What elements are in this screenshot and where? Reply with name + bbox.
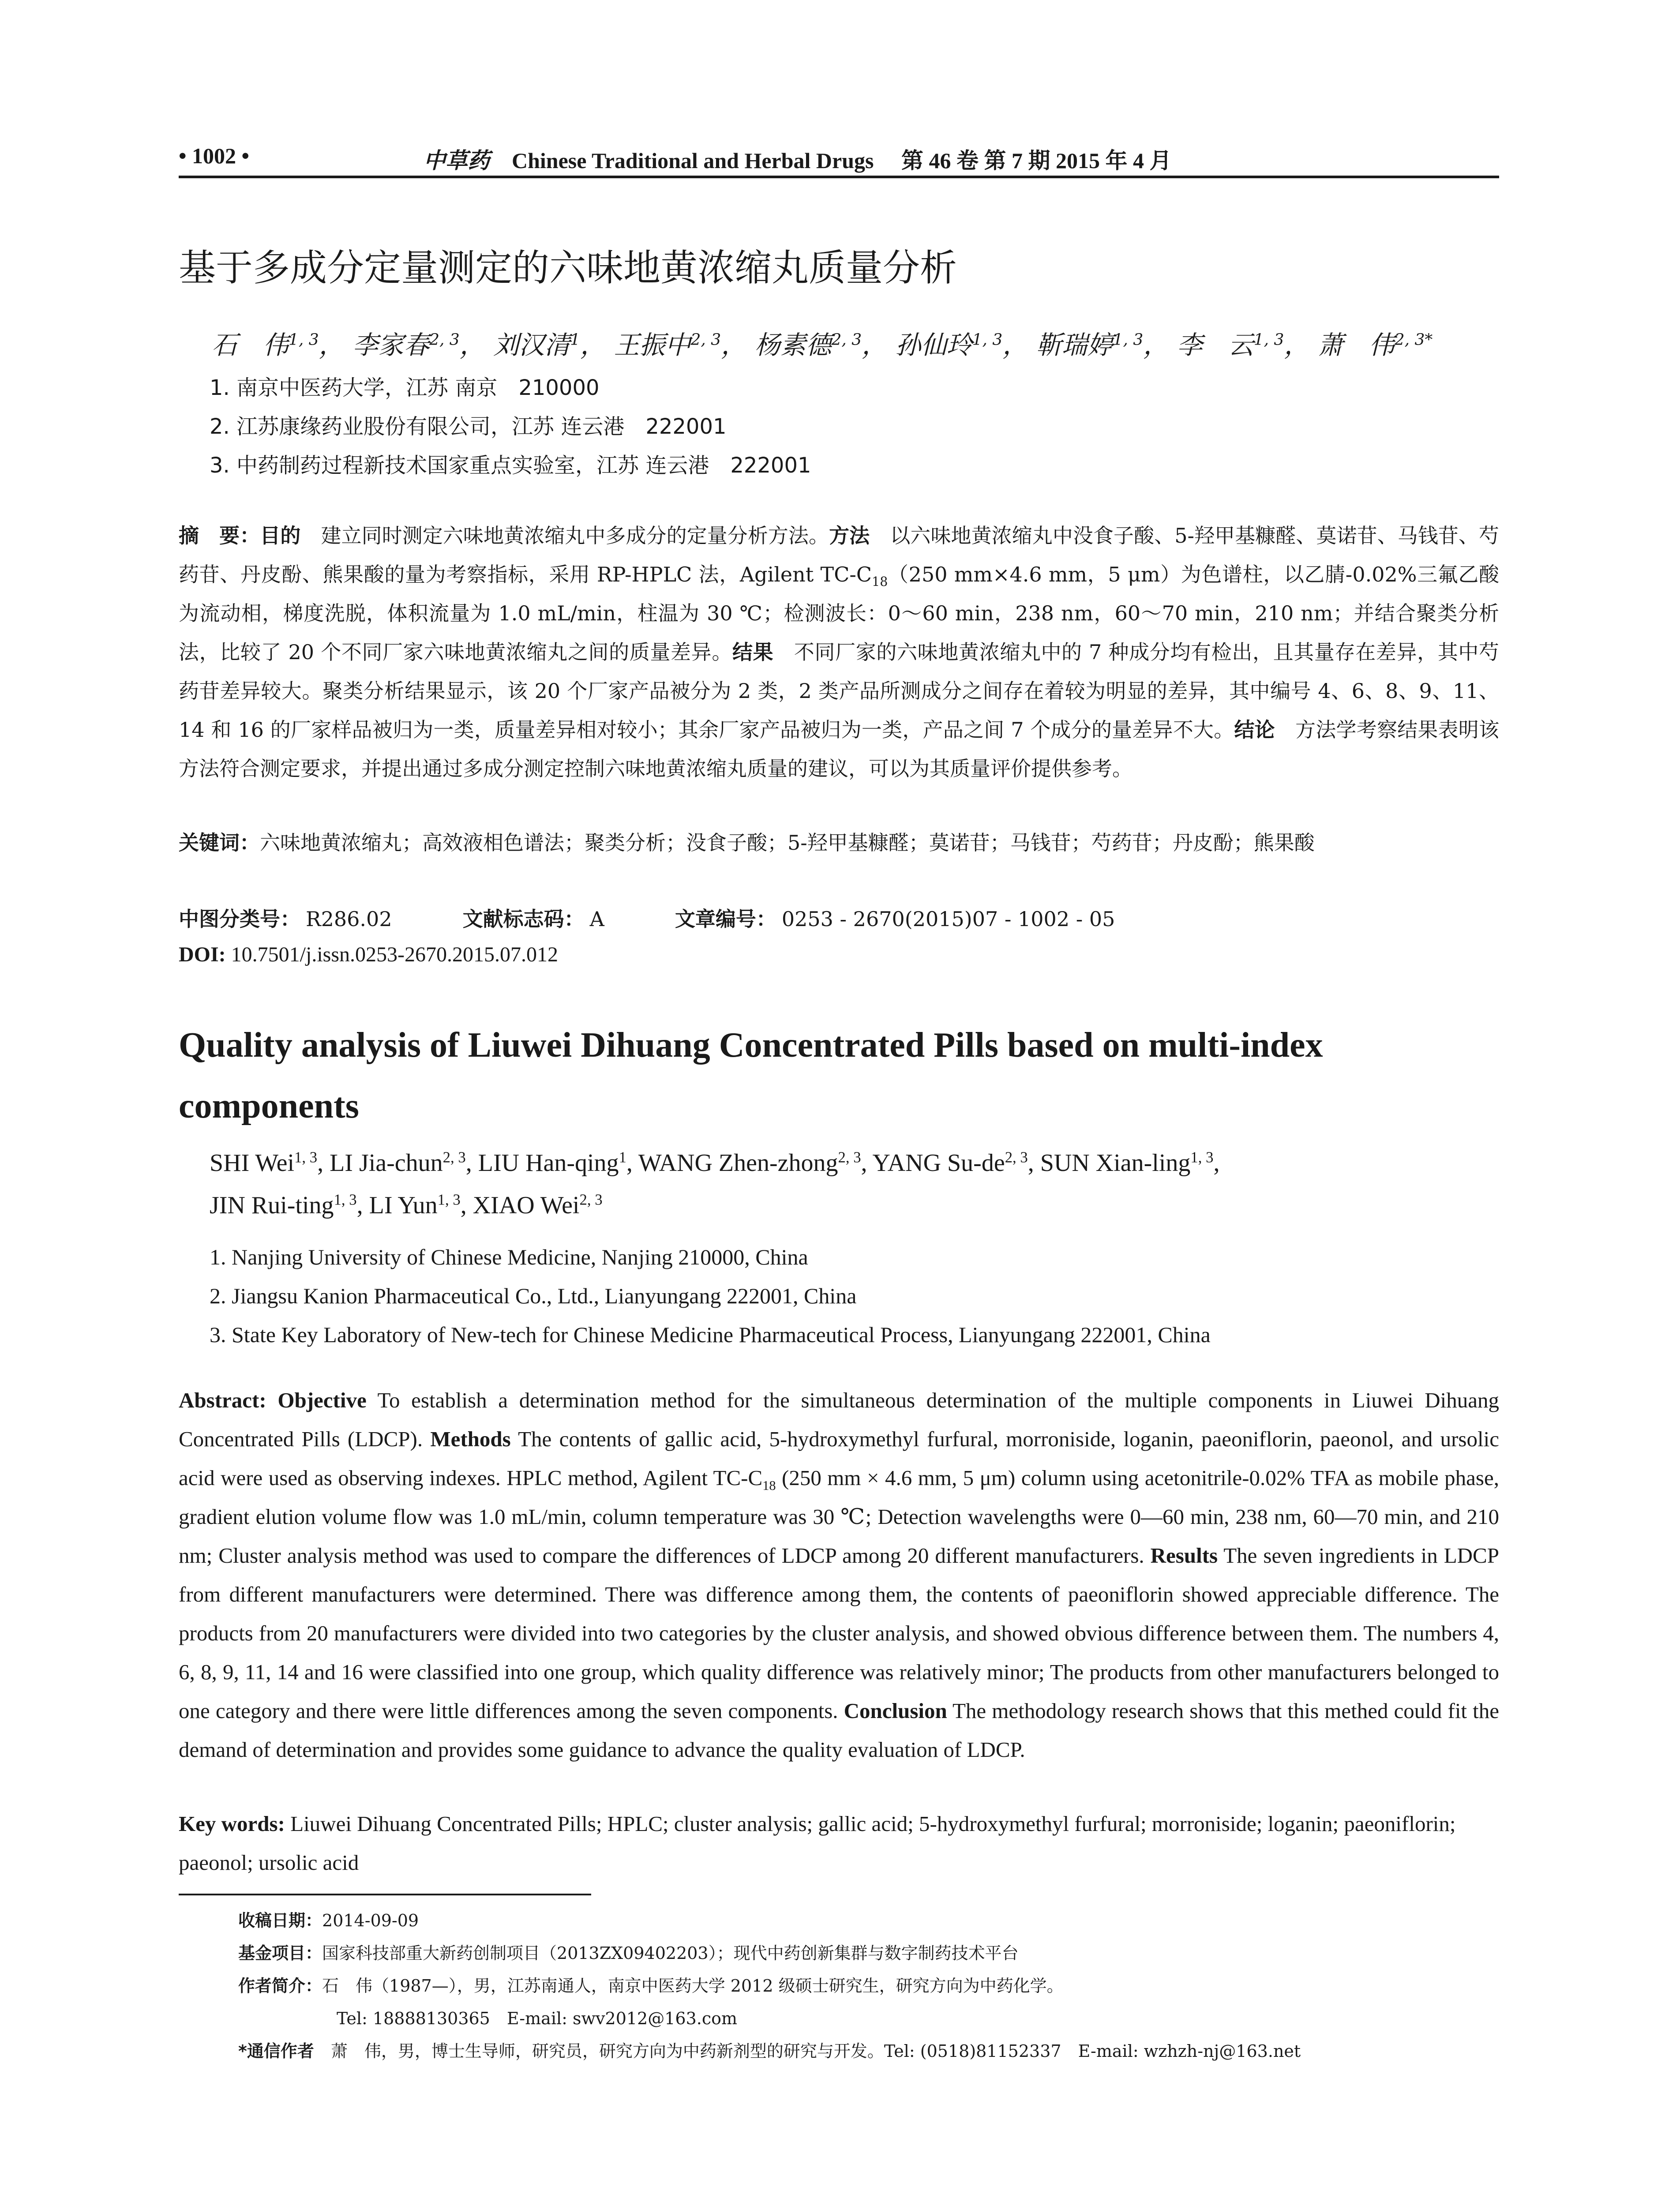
en-objective: To establish a determination method for the simultaneous determination of the multiple components in Liuwei Dihuang Concentrated Pills (LDCP). (179, 1388, 1500, 1451)
en-author: LI Yun$^{1, 3}$ (369, 1191, 461, 1219)
en-author: LI Jia-chun$^{2, 3}$ (330, 1148, 466, 1177)
cn-affiliation: 2. 江苏康缘药业股份有限公司，江苏 连云港 222001 (210, 414, 727, 439)
running-header (179, 140, 1499, 176)
footnote-fund: 基金项目：国家科技部重大新药创制项目（2013ZX09402203）；现代中药创新集群与数字制药技术平台 (238, 1943, 1019, 1963)
doi-value: 10.7501/j.issn.0253-2670.2015.07.012 (225, 943, 559, 966)
en-results: The seven ingredients in LDCP from different manufacturers were determined. There was difference among them, the contents of paeoniflorin showed appreciable difference. The products from 20 manufacturers were divided into two categories by the cluster analysis, and showed obvious difference between them. The numbers 4, 6, 8, 9, 11, 14 and 16 were classified into one group, which quality difference was relatively minor; The products from other manufacturers belonged to one category and there were little differences among the seven components. (179, 1543, 1499, 1723)
footnote-bio: 作者简介：石 伟（1987—），男，江苏南通人，南京中医药大学 2012 级硕士研究生，研究方向为中药化学。 (238, 1976, 1064, 1996)
en-keywords (179, 1805, 1499, 1882)
en-author: JIN Rui-ting$^{1, 3}$ (210, 1191, 357, 1219)
en-methods-cont: (250 mm × 4.6 mm, 5 μm) column using acetonitrile-0.02% TFA as mobile phase, gradient elution volume flow was 1.0 mL/min, column temperature was 30 ℃; Detection wavelengths were 0—60 min, 238 nm, 60—70 min, and 210 nm; Cluster analysis method was used to compare the differences of LDCP among 20 different manufacturers. (179, 1466, 1499, 1568)
classification-line (179, 903, 1115, 932)
journal-logo: 中草药 (424, 147, 490, 173)
en-author: YANG Su-de$^{2, 3}$ (872, 1148, 1028, 1177)
cn-objective-label: 目的 (260, 524, 301, 548)
page-number: • 1002 • (179, 143, 250, 168)
footnote-rule (179, 1894, 591, 1895)
en-methods-label: Methods (430, 1427, 511, 1451)
doc-code-label: 文献标志码： (462, 907, 585, 931)
cn-keywords-label: 关键词： (179, 831, 260, 855)
journal-issue: 第 46 卷 第 7 期 2015 年 4 月 (901, 148, 1172, 173)
cn-authors: 石 伟$^{1, 3}$， 李家春$^{2, 3}$， 刘汉清$^1$， 王振中$^{2, 3}$， 杨素德$^{2, 3}$， 孙仙玲$^{1, 3}$， 靳瑞婷$^{1, 3}$， 李 云$^{1, 3}$， 萧 伟$^{2, 3*}$ (212, 330, 1433, 360)
en-author: WANG Zhen-zhong$^{2, 3}$ (638, 1148, 861, 1177)
article-no-label: 文章编号： (675, 907, 776, 931)
cn-author: 杨素德$^{2, 3}$ (754, 330, 862, 360)
en-title: Quality analysis of Liuwei Dihuang Concentrated Pills based on multi-index components (179, 1026, 1323, 1126)
clc-value: R286.02 (306, 907, 392, 931)
cn-conclusion: 方法学考察结果表明该方法符合测定要求，并提出通过多成分测定控制六味地黄浓缩丸质量的建议，可以为其质量评价提供参考。 (179, 718, 1500, 780)
en-methods-subscript: 18 (762, 1478, 776, 1493)
cn-author: 李 云$^{1, 3}$ (1177, 330, 1284, 360)
en-keywords-text: Liuwei Dihuang Concentrated Pills; HPLC; cluster analysis; gallic acid; 5-hydroxymethyl furfural; morroniside; loganin; paeoniflorin; paeonol; ursolic acid (179, 1812, 1456, 1875)
en-objective-label: Objective (278, 1388, 367, 1412)
cn-abstract (179, 516, 1499, 788)
doi-label: DOI: (179, 943, 226, 966)
cn-keywords (179, 823, 1499, 862)
cn-methods-subscript: 18 (872, 574, 888, 589)
cn-author: 靳瑞婷$^{1, 3}$ (1036, 330, 1144, 360)
cn-objective: 建立同时测定六味地黄浓缩丸中多成分的定量分析方法。 (300, 524, 829, 548)
cn-abstract-label: 摘 要： (179, 524, 260, 548)
cn-author: 萧 伟$^{2, 3*}$ (1317, 330, 1433, 360)
cn-affiliation: 1. 南京中医药大学，江苏 南京 210000 (210, 375, 600, 400)
doc-code-value: A (589, 907, 604, 931)
en-affiliation: 1. Nanjing University of Chinese Medicine, Nanjing 210000, China (210, 1245, 808, 1269)
cn-author: 王振中$^{2, 3}$ (614, 330, 721, 360)
en-conclusion-label: Conclusion (844, 1699, 947, 1723)
en-keywords-label: Key words: (179, 1812, 285, 1836)
en-abstract-label: Abstract: (179, 1388, 266, 1412)
cn-conclusion-label: 结论 (1234, 718, 1275, 742)
en-affiliation: 2. Jiangsu Kanion Pharmaceutical Co., Ltd., Lianyungang 222001, China (210, 1283, 857, 1308)
cn-methods-label: 方法 (829, 524, 870, 548)
cn-title: 基于多成分定量测定的六味地黄浓缩丸质量分析 (179, 246, 957, 289)
cn-methods-cont: （250 mm×4.6 mm，5 μm）为色谱柱，以乙腈-0.02%三氟乙酸为流动相，梯度洗脱，体积流量为 1.0 mL/min，柱温为 30 ℃；检测波长：0～60 min，238 nm，60～70 min，210 nm；并结合聚类分析法，比较了 20 个不同厂家六味地黄浓缩丸之间的质量差异。 (179, 563, 1499, 664)
en-author: XIAO Wei$^{2, 3}$ (472, 1191, 603, 1219)
header-rule (179, 176, 1499, 178)
en-conclusion: The methodology research shows that this methed could fit the demand of determination and provides some guidance to advance the quality evaluation of LDCP. (179, 1699, 1499, 1762)
doi-line (179, 942, 558, 967)
cn-affiliation: 3. 中药制药过程新技术国家重点实验室，江苏 连云港 222001 (210, 453, 811, 478)
cn-results: 不同厂家的六味地黄浓缩丸中的 7 种成分均有检出，且其量存在差异，其中芍药苷差异较大。聚类分析结果显示，该 20 个厂家产品被分为 2 类，2 类产品所测成分之间存在着较为明显的差异，其中编号 4、6、8、9、11、14 和 16 的厂家样品被归为一类，质量差异相对较小；其余厂家产品被归为一类，产品之间 7 个成分的量差异不大。 (179, 640, 1500, 742)
en-author: SHI Wei$^{1, 3}$ (210, 1148, 318, 1177)
cn-author: 李家春$^{2, 3}$ (352, 330, 460, 360)
footnote-bio-contact: Tel: 18888130365 E-mail: swv2012@163.com (337, 2009, 738, 2028)
footnote-corresponding: *通信作者 萧 伟，男，博士生导师，研究员，研究方向为中药新剂型的研究与开发。Tel: (0518)81152337 E-mail: wzhzh-nj@163.net (238, 2041, 1301, 2061)
en-results-label: Results (1150, 1543, 1218, 1568)
en-abstract (179, 1381, 1499, 1769)
en-author: LIU Han-qing$^1$ (478, 1148, 626, 1177)
cn-methods: 以六味地黄浓缩丸中没食子酸、5-羟甲基糠醛、莫诺苷、马钱苷、芍药苷、丹皮酚、熊果酸的量为考察指标，采用 RP-HPLC 法，Agilent TC-C (179, 524, 1500, 586)
cn-author: 孙仙玲$^{1, 3}$ (895, 330, 1003, 360)
en-affiliation: 3. State Key Laboratory of New-tech for Chinese Medicine Pharmaceutical Process, Lianyungang 222001, China (210, 1322, 1211, 1347)
cn-results-label: 结果 (732, 640, 774, 664)
en-author: SUN Xian-ling$^{1, 3}$ (1040, 1148, 1214, 1177)
journal-name: Chinese Traditional and Herbal Drugs (512, 148, 874, 173)
cn-keywords-text: 六味地黄浓缩丸；高效液相色谱法；聚类分析；没食子酸；5-羟甲基糠醛；莫诺苷；马钱苷；芍药苷；丹皮酚；熊果酸 (260, 831, 1315, 855)
article-no-value: 0253 - 2670(2015)07 - 1002 - 05 (781, 907, 1115, 931)
en-methods: The contents of gallic acid, 5-hydroxymethyl furfural, morroniside, loganin, paeoniflorin, paeonol, and ursolic acid were used as observing indexes. HPLC method, Agilent TC-C (179, 1427, 1499, 1490)
en-authors: SHI Wei$^{1, 3}$, LI Jia-chun$^{2, 3}$, LIU Han-qing$^1$, WANG Zhen-zhong$^{2, 3}$, YANG Su-de$^{2, 3}$, SUN Xian-ling$^{1, 3}$, JIN Rui-ting$^{1, 3}$, LI Yun$^{1, 3}$, XIAO Wei$^{2, 3}$ (210, 1148, 1220, 1219)
footnote-received: 收稿日期：2014-09-09 (238, 1911, 419, 1930)
clc-label: 中图分类号： (179, 907, 300, 931)
journal-info (424, 143, 1171, 175)
cn-author: 刘汉清$^1$ (493, 330, 581, 360)
cn-author: 石 伟$^{1, 3}$ (212, 330, 319, 360)
